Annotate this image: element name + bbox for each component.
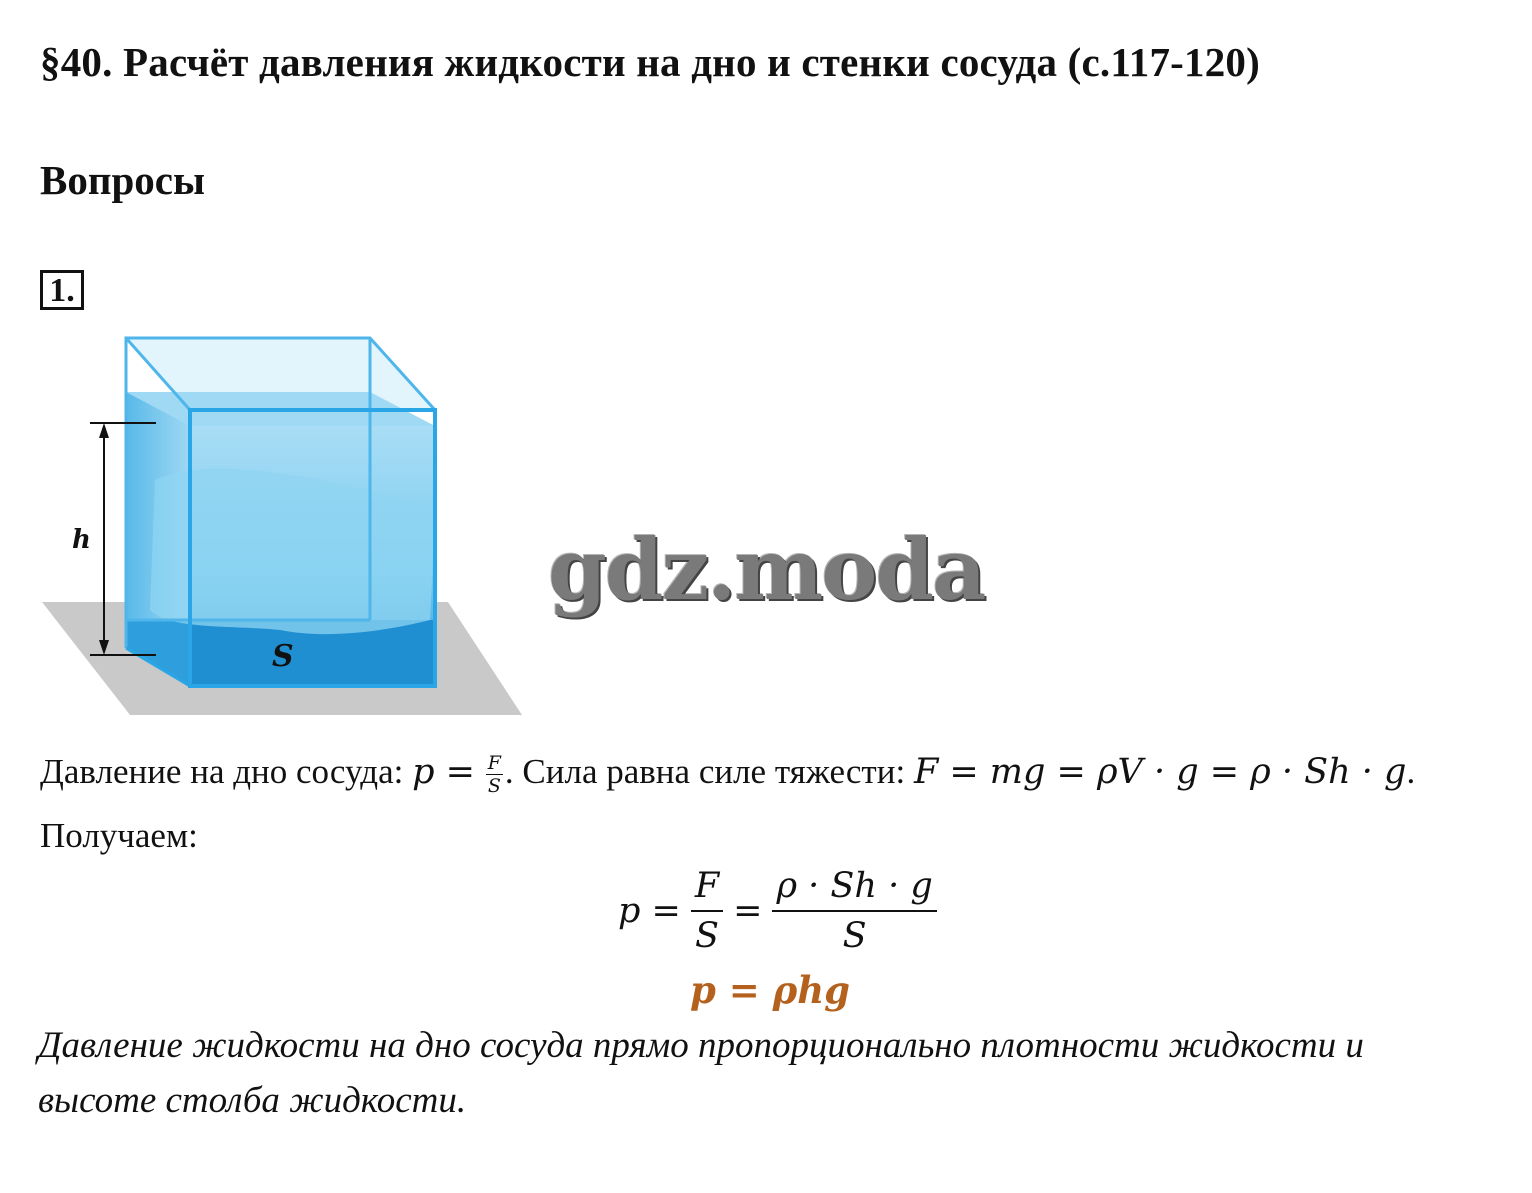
display-formula (618, 866, 937, 957)
text-segment: . Сила равна силе тяжести: (504, 752, 914, 791)
fraction-numerator: F (487, 752, 501, 775)
height-label: h (72, 525, 91, 555)
conclusion-text: Давление жидкости на дно сосуда прямо пропорционально плотности жидкости и высоте столба жидкости. (38, 1025, 1364, 1121)
area-label: S (272, 639, 294, 674)
fraction-expanded (772, 866, 936, 957)
fraction-denominator: S (842, 916, 867, 957)
formula-force: F = mg = ρV · g = ρ · Sh · g (913, 752, 1407, 792)
section-heading: Вопросы (40, 157, 205, 203)
vessel-illustration (30, 330, 530, 725)
fraction-denominator: S (487, 775, 501, 798)
fraction-numerator: F (691, 866, 723, 912)
fraction-numerator: ρ · Sh · g (772, 866, 936, 912)
formula-p: p = (412, 752, 475, 792)
inline-fraction (486, 752, 503, 797)
page-title: §40. Расчёт давления жидкости на дно и стенки сосуда (с.117-120) (40, 39, 1260, 85)
fraction-denominator: S (695, 916, 719, 957)
fraction-f-over-s (691, 866, 723, 957)
question-number: 1. (40, 270, 84, 310)
result-formula: p = ρhg (690, 968, 851, 1012)
text-line-1 (40, 752, 1415, 797)
text-segment: . (1406, 752, 1416, 791)
text-segment: Давление на дно сосуда: (40, 752, 413, 791)
equals-sign: = (733, 891, 763, 932)
watermark: gdz.moda (548, 520, 985, 619)
text-line-2: Получаем: (40, 816, 198, 855)
formula-lhs: p = (618, 891, 681, 932)
